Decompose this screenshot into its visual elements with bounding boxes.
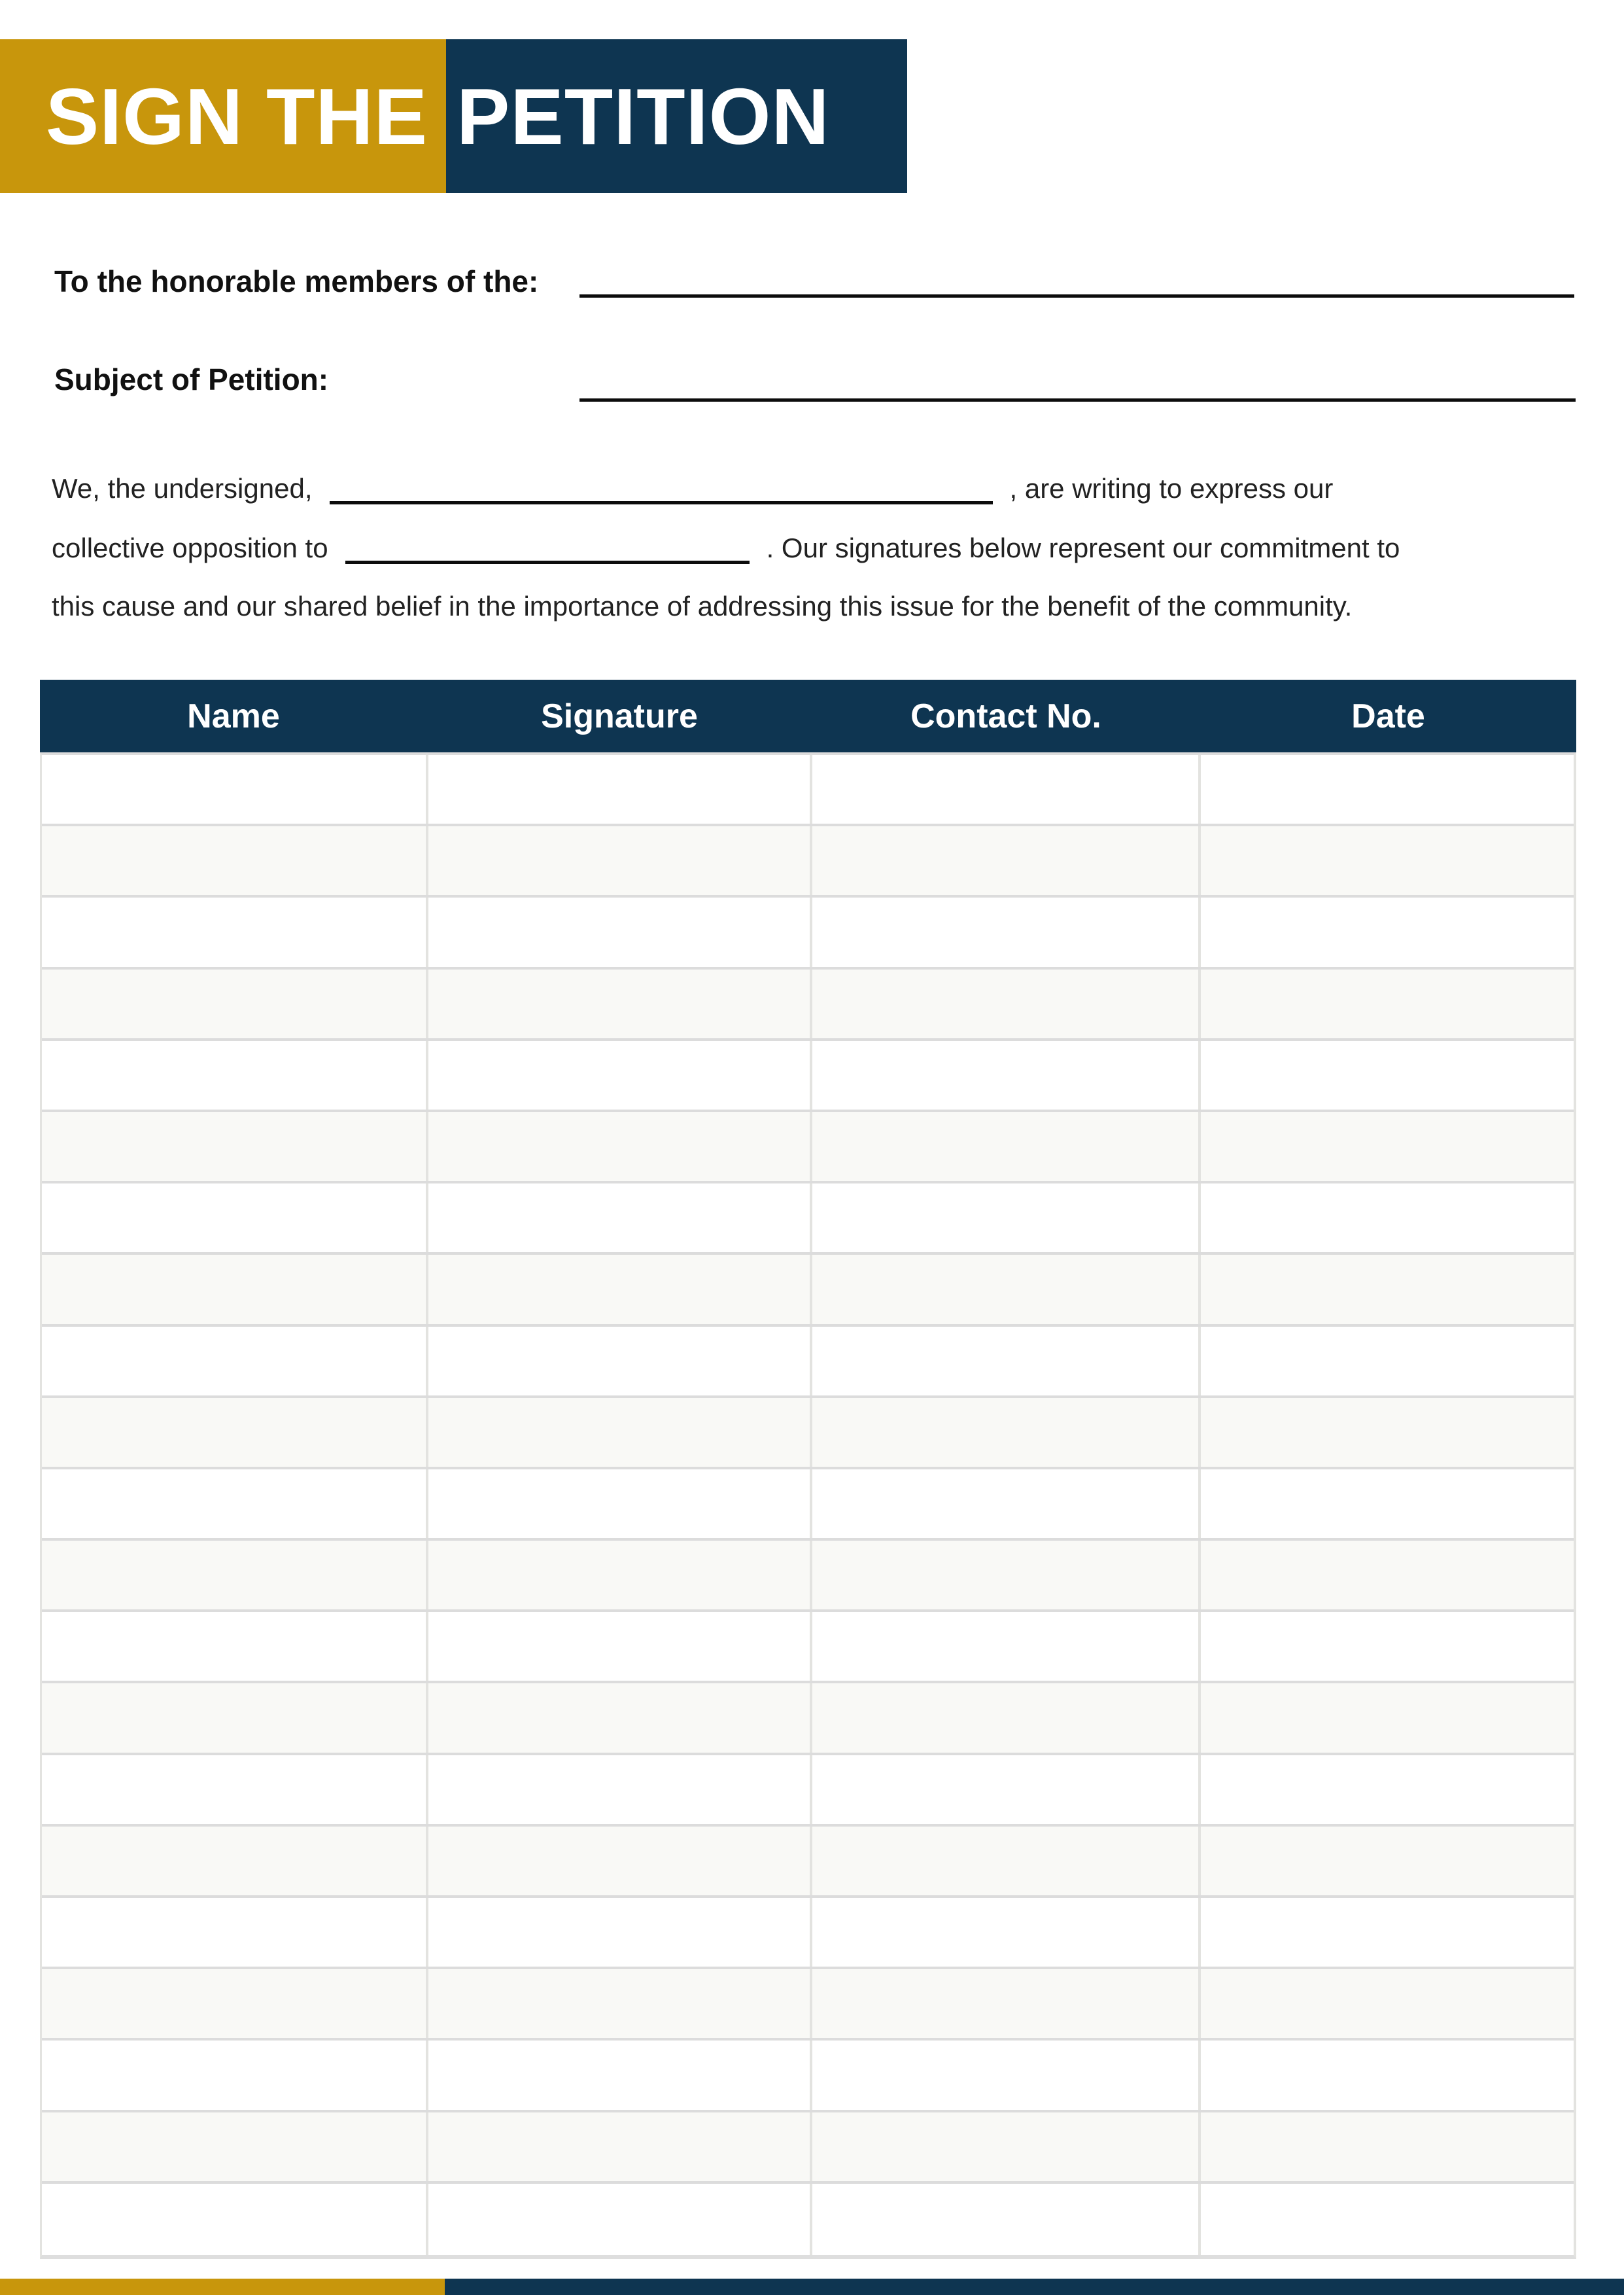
table-cell[interactable]	[812, 1898, 1201, 1967]
table-cell[interactable]	[42, 1969, 428, 2038]
statement-line-2-before: collective opposition to	[52, 533, 328, 563]
table-cell[interactable]	[812, 898, 1201, 966]
table-cell[interactable]	[42, 1827, 428, 1895]
table-row	[42, 1327, 1574, 1398]
table-cell[interactable]	[428, 1183, 812, 1252]
table-cell[interactable]	[428, 2184, 812, 2255]
page-title-band	[0, 39, 907, 193]
signature-table-header	[40, 680, 1576, 752]
table-cell[interactable]	[1201, 826, 1574, 895]
table-cell[interactable]	[42, 2112, 428, 2181]
table-row	[42, 755, 1574, 826]
table-cell[interactable]	[42, 970, 428, 1038]
table-row	[42, 1612, 1574, 1683]
table-cell[interactable]	[1201, 2041, 1574, 2109]
table-cell[interactable]	[1201, 1755, 1574, 1824]
table-cell[interactable]	[812, 826, 1201, 895]
table-cell[interactable]	[1201, 755, 1574, 824]
table-row	[42, 2112, 1574, 2184]
table-cell[interactable]	[1201, 1398, 1574, 1467]
table-cell[interactable]	[812, 1398, 1201, 1467]
table-cell[interactable]	[1201, 2184, 1574, 2255]
table-row	[42, 2041, 1574, 2112]
signature-table-body	[40, 752, 1576, 2259]
column-header-date: Date	[1351, 697, 1425, 735]
table-cell[interactable]	[812, 2112, 1201, 2181]
title-navy-block	[446, 39, 907, 193]
table-cell[interactable]	[428, 2112, 812, 2181]
footer-band	[0, 2279, 1624, 2295]
table-cell[interactable]	[812, 1183, 1201, 1252]
table-row	[42, 2184, 1574, 2255]
table-cell[interactable]	[812, 755, 1201, 824]
table-cell[interactable]	[1201, 1112, 1574, 1181]
table-cell[interactable]	[428, 2041, 812, 2109]
table-cell[interactable]	[42, 1398, 428, 1467]
table-cell[interactable]	[42, 1541, 428, 1609]
column-header-contact: Contact No.	[910, 697, 1101, 735]
table-cell[interactable]	[428, 970, 812, 1038]
table-cell[interactable]	[1201, 1827, 1574, 1895]
table-cell[interactable]	[428, 1541, 812, 1609]
table-cell[interactable]	[428, 1255, 812, 1323]
table-cell[interactable]	[428, 1398, 812, 1467]
table-cell[interactable]	[812, 2184, 1201, 2255]
table-cell[interactable]	[812, 1112, 1201, 1181]
table-cell[interactable]	[428, 1112, 812, 1181]
table-row	[42, 1898, 1574, 1969]
statement-line-1-before: We, the undersigned,	[52, 473, 313, 504]
column-header-name: Name	[187, 697, 280, 735]
table-cell[interactable]	[1201, 1898, 1574, 1967]
table-row	[42, 1041, 1574, 1112]
table-row	[42, 826, 1574, 898]
table-cell[interactable]	[42, 1469, 428, 1538]
table-row	[42, 1469, 1574, 1541]
page-title-right: PETITION	[457, 71, 830, 161]
opposition-blank-line[interactable]	[345, 561, 750, 564]
footer-gold-bar	[0, 2279, 445, 2295]
table-cell[interactable]	[428, 826, 812, 895]
table-cell[interactable]	[42, 826, 428, 895]
table-cell[interactable]	[428, 898, 812, 966]
table-row	[42, 1112, 1574, 1183]
table-cell[interactable]	[1201, 1969, 1574, 2038]
table-cell[interactable]	[1201, 1683, 1574, 1752]
table-cell[interactable]	[812, 1827, 1201, 1895]
table-cell[interactable]	[428, 1041, 812, 1110]
statement-line-3: this cause and our shared belief in the importance of addressing this issue for the benefit of the community.	[52, 591, 1353, 622]
table-cell[interactable]	[1201, 1612, 1574, 1681]
table-cell[interactable]	[428, 1469, 812, 1538]
table-row	[42, 1827, 1574, 1898]
table-row	[42, 1398, 1574, 1469]
table-cell[interactable]	[812, 1612, 1201, 1681]
table-cell[interactable]	[42, 898, 428, 966]
table-cell[interactable]	[1201, 1041, 1574, 1110]
column-header-signature: Signature	[541, 697, 698, 735]
subject-field-label: Subject of Petition:	[54, 362, 329, 396]
table-cell[interactable]	[42, 1683, 428, 1752]
table-cell[interactable]	[42, 1255, 428, 1323]
table-cell[interactable]	[1201, 1255, 1574, 1323]
footer-navy-bar	[445, 2279, 1624, 2295]
table-cell[interactable]	[428, 755, 812, 824]
undersigned-blank-line[interactable]	[330, 501, 993, 504]
table-cell[interactable]	[812, 1041, 1201, 1110]
table-cell[interactable]	[812, 970, 1201, 1038]
table-cell[interactable]	[42, 2041, 428, 2109]
table-cell[interactable]	[1201, 970, 1574, 1038]
statement-line-1-after: , are writing to express our	[1009, 473, 1334, 504]
signature-table	[40, 680, 1576, 2259]
table-cell[interactable]	[812, 1327, 1201, 1395]
subject-input-line[interactable]	[579, 398, 1576, 402]
table-cell[interactable]	[812, 1755, 1201, 1824]
table-cell[interactable]	[428, 1969, 812, 2038]
table-cell[interactable]	[428, 1327, 812, 1395]
table-row	[42, 1755, 1574, 1827]
members-field-label: To the honorable members of the:	[54, 264, 539, 298]
table-cell[interactable]	[1201, 1327, 1574, 1395]
table-cell[interactable]	[428, 1898, 812, 1967]
table-cell[interactable]	[812, 1255, 1201, 1323]
table-cell[interactable]	[1201, 2112, 1574, 2181]
table-row	[42, 898, 1574, 969]
table-cell[interactable]	[812, 1541, 1201, 1609]
table-cell[interactable]	[42, 1755, 428, 1824]
title-gold-block	[0, 39, 446, 193]
table-cell[interactable]	[42, 1041, 428, 1110]
table-row	[42, 1255, 1574, 1326]
statement-line-2	[52, 533, 1400, 564]
statement-line-1	[52, 473, 1333, 504]
table-cell[interactable]	[1201, 1183, 1574, 1252]
table-cell[interactable]	[42, 1183, 428, 1252]
page-title-left: SIGN THE	[45, 71, 428, 161]
table-cell[interactable]	[42, 2184, 428, 2255]
table-row	[42, 1183, 1574, 1255]
table-cell[interactable]	[42, 1898, 428, 1967]
members-input-line[interactable]	[579, 294, 1574, 298]
table-cell[interactable]	[812, 2041, 1201, 2109]
table-cell[interactable]	[428, 1827, 812, 1895]
table-cell[interactable]	[812, 1683, 1201, 1752]
table-row	[42, 1969, 1574, 2041]
table-row	[42, 1541, 1574, 1612]
table-row	[42, 1683, 1574, 1755]
table-cell[interactable]	[1201, 1541, 1574, 1609]
table-cell[interactable]	[42, 1612, 428, 1681]
table-cell[interactable]	[428, 1683, 812, 1752]
table-cell[interactable]	[1201, 1469, 1574, 1538]
table-row	[42, 970, 1574, 1041]
table-cell[interactable]	[42, 1327, 428, 1395]
table-cell[interactable]	[42, 755, 428, 824]
table-cell[interactable]	[428, 1755, 812, 1824]
table-cell[interactable]	[42, 1112, 428, 1181]
statement-line-2-after: . Our signatures below represent our commitment to	[766, 533, 1400, 563]
table-cell[interactable]	[812, 1469, 1201, 1538]
table-cell[interactable]	[428, 1612, 812, 1681]
table-cell[interactable]	[1201, 898, 1574, 966]
table-cell[interactable]	[812, 1969, 1201, 2038]
